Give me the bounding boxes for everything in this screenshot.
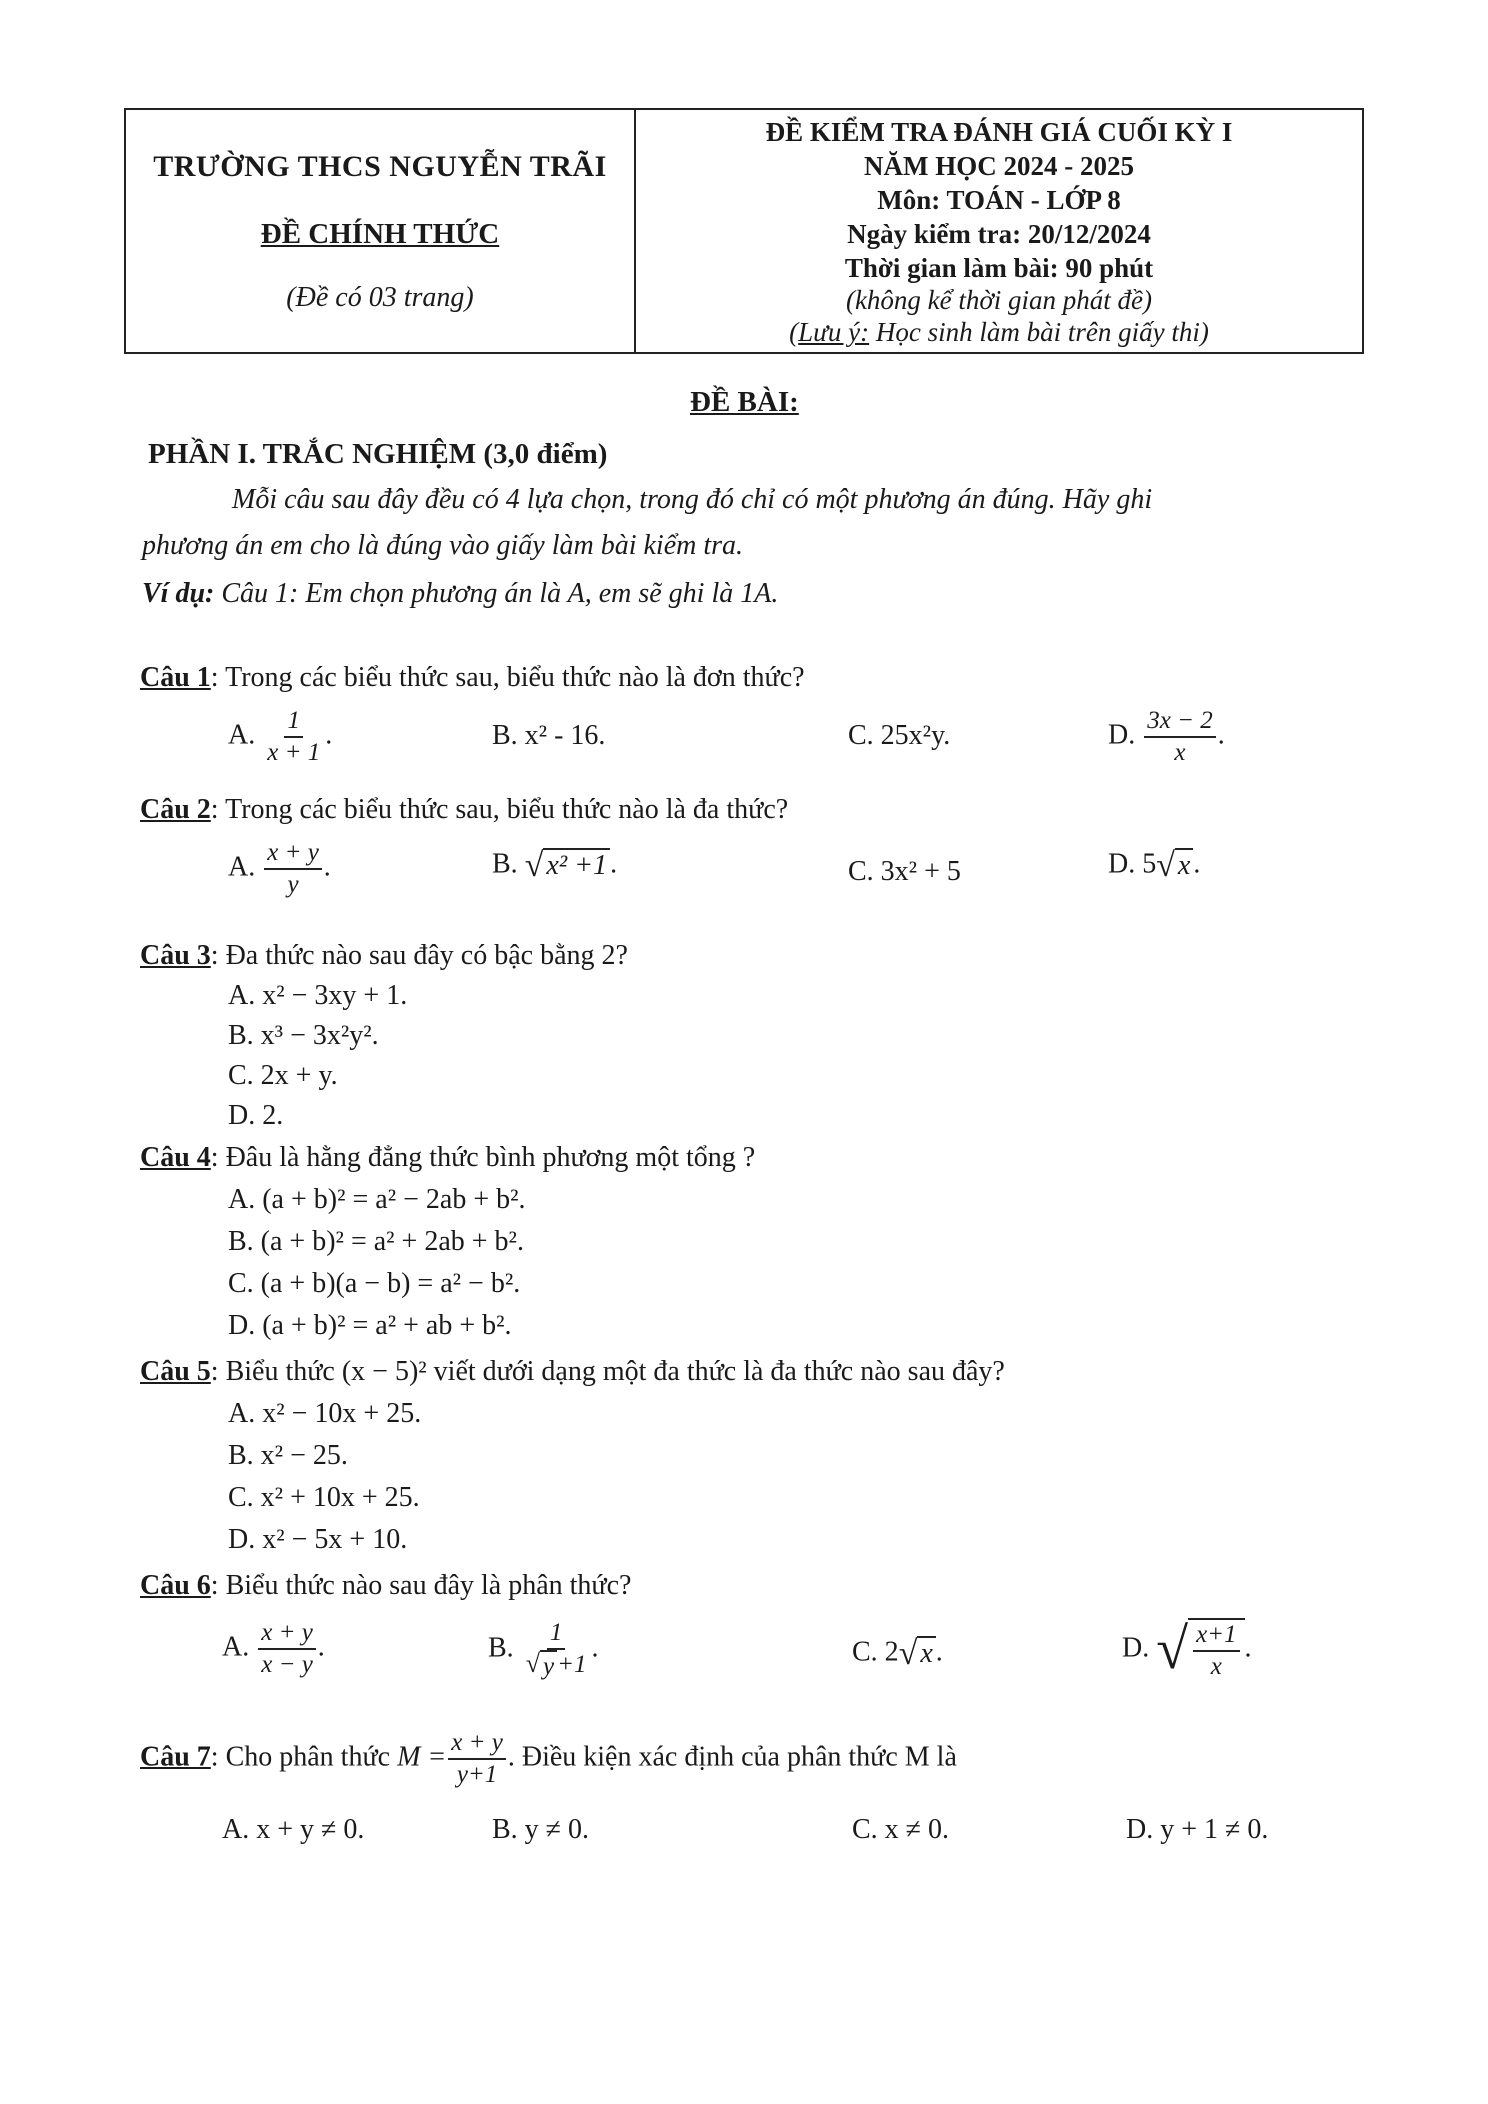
official-label: ĐỀ CHÍNH THỨC [260,218,500,250]
header-left [126,110,636,352]
q2-number: Câu 2 [140,794,211,825]
q1-a-den: x + 1 [267,739,321,766]
q7-number: Câu 7 [140,1741,211,1773]
q3-option-c: C. 2x + y. [228,1060,338,1091]
page-count: (Đề có 03 trang) [286,282,474,313]
q1-a-label: A. [228,719,256,751]
q6-option-a [222,1618,325,1680]
q6-c-label: C. 2 [852,1636,899,1668]
sqrt-icon: √ [524,847,544,884]
q2-a-num: x + y [264,838,322,870]
q6-d-num: x+1 [1193,1620,1239,1652]
q1-a-fraction [264,706,323,768]
q6-option-c [852,1636,943,1672]
question-1 [140,662,805,694]
q1-d-label: D. [1108,719,1136,751]
q1-number: Câu 1 [140,662,211,693]
question-4 [140,1142,755,1174]
page-title: ĐỀ BÀI: [690,386,799,418]
q6-b-fraction [523,1618,590,1682]
q7-text1: : Cho phân thức [210,1741,391,1773]
q1-a-num: 1 [284,706,303,738]
note-open: ( [789,317,799,347]
note-text: Học sinh làm bài trên giấy thi) [875,317,1209,347]
q4-number: Câu 4 [140,1142,211,1173]
q6-option-b [488,1618,598,1682]
school-name: TRƯỜNG THCS NGUYỄN TRÃI [153,150,607,183]
q7-option-b: B. y ≠ 0. [492,1814,590,1845]
school-year: NĂM HỌC 2024 - 2025 [864,151,1134,181]
duration-note: (không kể thời gian phát đề) [845,285,1153,315]
q2-a-den: y [287,871,299,898]
q6-b-den-arg: y [540,1650,557,1682]
q6-number: Câu 6 [140,1570,211,1601]
q2-b-label: B. [492,848,518,880]
q6-c-sqrt [899,1636,936,1672]
header-right [636,110,1362,352]
q2-a-label: A. [228,851,256,883]
q2-d-sqrt [1156,848,1193,884]
q3-text: : Đa thức nào sau đây có bậc bằng 2? [210,940,628,971]
exam-date: Ngày kiểm tra: 20/12/2024 [847,219,1151,249]
q4-option-c: C. (a + b)(a − b) = a² − b². [228,1268,521,1299]
q2-option-c: C. 3x² + 5 [848,856,961,887]
q2-option-d [1108,848,1200,884]
q1-option-b: B. x² - 16. [492,720,606,751]
q6-a-end: . [317,1631,325,1663]
q6-a-fraction [258,1618,316,1680]
sqrt-icon: √ [1156,1616,1189,1681]
q1-d-den: x [1174,739,1186,766]
q2-d-arg: x [1175,848,1193,882]
q6-b-sqrt [526,1650,557,1682]
q1-text: : Trong các biểu thức sau, biểu thức nào là đơn thức? [210,662,805,693]
q7-m-eq: M = [397,1741,447,1773]
exam-title: ĐỀ KIỂM TRA ĐÁNH GIÁ CUỐI KỲ I [765,117,1233,147]
q7-option-c: C. x ≠ 0. [852,1814,950,1845]
q7-m-num: x + y [448,1728,506,1760]
q2-text: : Trong các biểu thức sau, biểu thức nào là đa thức? [210,794,789,825]
q6-b-label: B. [488,1632,514,1664]
q1-d-end: . [1217,719,1225,751]
q6-d-den: x [1210,1653,1222,1680]
q5-number: Câu 5 [140,1356,211,1387]
q6-a-den: x − y [261,1651,313,1678]
exam-duration: Thời gian làm bài: 90 phút [844,253,1154,283]
q5-option-d: D. x² − 5x + 10. [228,1524,408,1555]
example-label: Ví dụ: [142,578,215,609]
q4-option-b: B. (a + b)² = a² + 2ab + b². [228,1226,524,1257]
note-label: Lưu ý: [798,317,870,347]
sqrt-icon: √ [525,1649,540,1679]
question-6 [140,1570,631,1602]
q7-option-d: D. y + 1 ≠ 0. [1126,1814,1269,1845]
q4-text: : Đâu là hằng đẳng thức bình phương một tổng ? [210,1142,756,1173]
q6-b-den-tail: +1 [557,1651,587,1678]
q5-option-a: A. x² − 10x + 25. [228,1398,422,1429]
q6-d-end: . [1244,1632,1252,1664]
example [142,578,778,610]
q7-m-fraction [448,1728,506,1790]
q6-d-label: D. [1122,1632,1150,1664]
student-note [636,316,1362,348]
q3-option-b: B. x³ − 3x²y². [228,1020,379,1051]
q1-d-num: 3x − 2 [1144,706,1215,738]
q6-d-fraction [1193,1620,1239,1682]
q1-option-a [228,706,332,768]
q3-option-d: D. 2. [228,1100,284,1131]
q2-option-a [228,838,331,900]
q4-option-a: A. (a + b)² = a² − 2ab + b². [228,1184,526,1215]
q4-option-d: D. (a + b)² = a² + ab + b². [228,1310,512,1341]
q2-d-end: . [1193,848,1201,880]
example-text: Câu 1: Em chọn phương án là A, em sẽ ghi là 1A. [221,578,779,609]
q2-a-fraction [264,838,322,900]
q6-b-num: 1 [547,1618,566,1650]
instruction-line-2: phương án em cho là đúng vào giấy làm bài kiểm tra. [142,530,744,561]
q2-b-end: . [610,848,618,880]
q2-b-arg: x² +1 [543,848,610,882]
q2-option-b [492,848,617,884]
q6-c-arg: x [917,1636,935,1670]
q2-d-label: D. 5 [1108,848,1157,880]
sqrt-icon: √ [1156,847,1175,884]
q6-d-arg [1188,1618,1244,1682]
header-box [124,108,1364,354]
q1-d-fraction [1144,706,1215,768]
q6-option-d [1122,1618,1252,1682]
q6-b-end: . [591,1632,599,1664]
question-5 [140,1356,1005,1388]
sqrt-icon: √ [898,1635,918,1672]
q6-c-end: . [935,1636,943,1668]
question-3 [140,940,628,972]
q2-a-end: . [323,851,331,883]
q7-option-a: A. x + y ≠ 0. [222,1814,365,1845]
q6-a-label: A. [222,1631,250,1663]
q2-b-sqrt [525,848,610,884]
part1-heading: PHẦN I. TRẮC NGHIỆM (3,0 điểm) [148,438,608,470]
q6-text: : Biểu thức nào sau đây là phân thức? [210,1570,632,1601]
instruction-line-1: Mỗi câu sau đây đều có 4 lựa chọn, trong đó chỉ có một phương án đúng. Hãy ghi [232,484,1153,515]
question-7 [140,1728,957,1790]
subject: Môn: TOÁN - LỚP 8 [877,185,1121,215]
q6-b-den [523,1650,590,1682]
q7-text2: . Điều kiện xác định của phân thức M là [507,1741,957,1773]
q7-m-den: y+1 [456,1761,498,1788]
q1-a-end: . [325,719,333,751]
q5-option-b: B. x² − 25. [228,1440,348,1471]
q1-option-d [1108,706,1225,768]
q1-option-c: C. 25x²y. [848,720,951,751]
q6-a-num: x + y [258,1618,316,1650]
q5-text: : Biểu thức (x − 5)² viết dưới dạng một đa thức là đa thức nào sau đây? [210,1356,1005,1387]
q5-option-c: C. x² + 10x + 25. [228,1482,420,1513]
q3-option-a: A. x² − 3xy + 1. [228,980,408,1011]
question-2 [140,794,788,826]
q3-number: Câu 3 [140,940,211,971]
q6-d-sqrt [1156,1618,1244,1682]
